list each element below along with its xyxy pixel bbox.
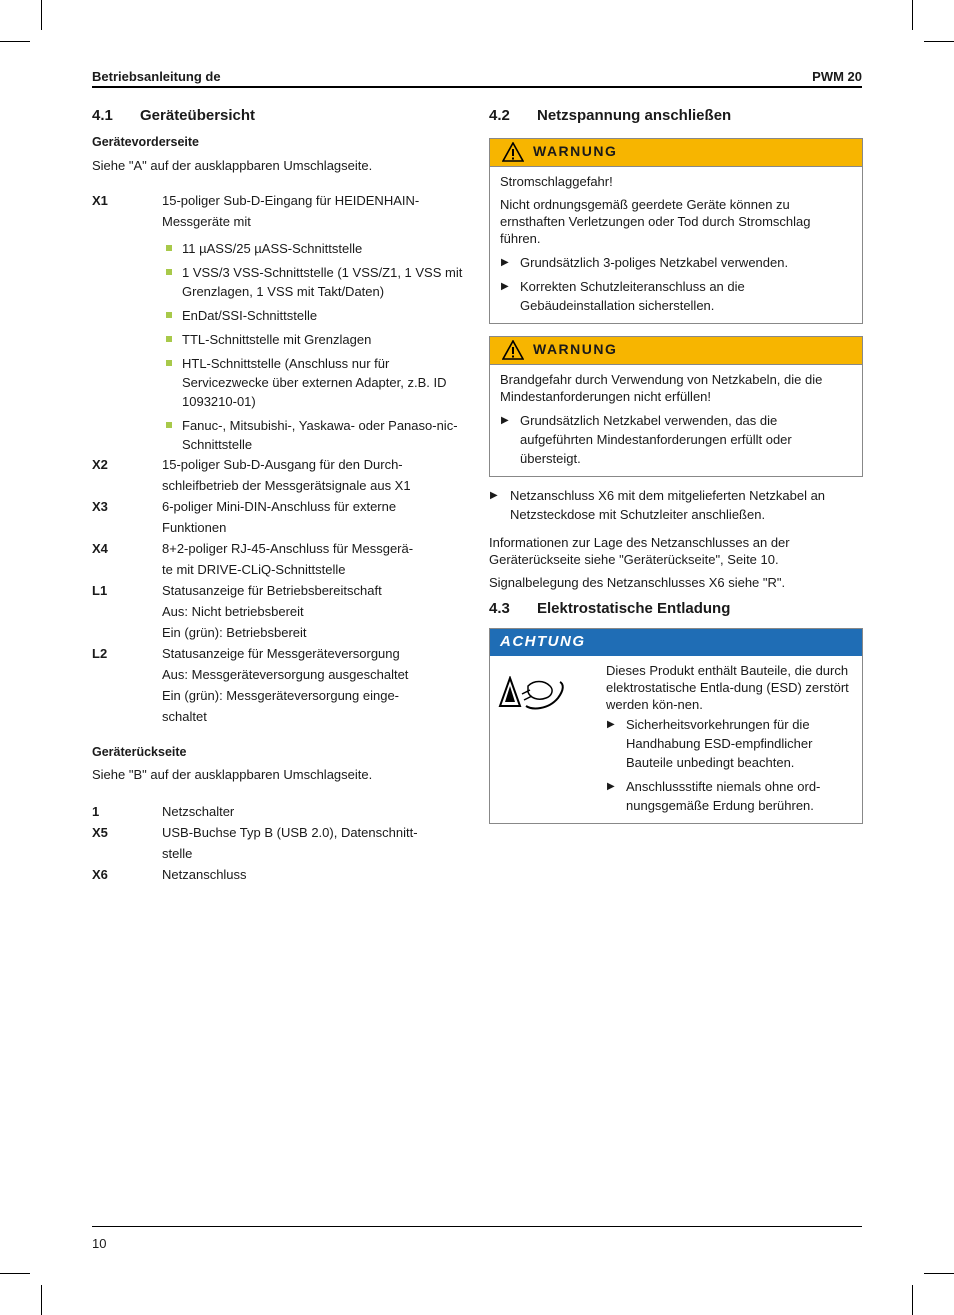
crop-mark bbox=[912, 1285, 913, 1315]
def-line: 8+2-poliger RJ-45-Anschluss für Messgerä- bbox=[162, 541, 414, 556]
arrow-bullet-icon: ▶ bbox=[501, 257, 509, 268]
def-line: stelle bbox=[162, 846, 193, 861]
arrow-bullet-icon: ▶ bbox=[490, 490, 498, 501]
list-item bbox=[162, 416, 470, 454]
def-line: Aus: Messgeräteversorgung ausgeschaltet bbox=[162, 667, 409, 682]
def-term: X2 bbox=[92, 457, 108, 472]
def-row-x1 bbox=[92, 190, 470, 454]
def-line: Statusanzeige für Betriebsbereitschaft bbox=[162, 583, 382, 598]
page-number: 10 bbox=[92, 1236, 107, 1251]
def-term: X6 bbox=[92, 867, 108, 882]
list-item bbox=[500, 411, 852, 468]
crop-mark bbox=[41, 0, 42, 30]
section-number: 4.3 bbox=[489, 600, 510, 617]
right-column bbox=[489, 106, 863, 824]
section-number: 4.2 bbox=[489, 107, 510, 124]
front-connectors bbox=[92, 190, 470, 727]
warning-text: Nicht ordnungsgemäß geerdete Geräte können zu ernsthaften Verletzungen oder Tod durch Stromschlag führen. bbox=[500, 197, 811, 246]
def-line: Funktionen bbox=[162, 520, 227, 535]
running-header-title: Betriebsanleitung de bbox=[92, 69, 221, 84]
square-bullet-icon bbox=[166, 336, 172, 342]
left-column bbox=[92, 106, 470, 885]
list-item-text: EnDat/SSI-Schnittstelle bbox=[182, 308, 318, 323]
def-row bbox=[92, 538, 470, 580]
def-term: 1 bbox=[92, 804, 100, 819]
info-text: Informationen zur Lage des Netzanschlusses an der Geräterückseite siehe "Geräterückseite", Seite 10. bbox=[489, 535, 790, 567]
back-intro: Siehe "B" auf der ausklappbaren Umschlagseite. bbox=[92, 767, 373, 782]
list-item bbox=[162, 354, 470, 411]
square-bullet-icon bbox=[166, 245, 172, 251]
def-line: schaltet bbox=[162, 709, 207, 724]
def-term: L1 bbox=[92, 583, 108, 598]
def-line: 6-poliger Mini-DIN-Anschluss für externe bbox=[162, 499, 397, 514]
back-heading: Geräterückseite bbox=[92, 745, 187, 759]
warning-actions bbox=[500, 411, 852, 468]
front-intro: Siehe "A" auf der ausklappbaren Umschlagseite. bbox=[92, 158, 373, 173]
step-list bbox=[489, 486, 863, 524]
list-item-text: 1 VSS/3 VSS-Schnittstelle (1 VSS/Z1, 1 VSS mit Grenzlagen, 1 VSS mit Takt/Daten) bbox=[182, 265, 463, 299]
notice-actions bbox=[606, 715, 856, 815]
warning-actions bbox=[500, 253, 852, 315]
notice-bar bbox=[490, 629, 862, 656]
warning-triangle-icon bbox=[502, 340, 524, 363]
notice-text: Dieses Produkt enthält Bauteile, die durch elektrostatische Entla-dung (ESD) zerstört werden kön-nen. bbox=[606, 663, 849, 712]
crop-mark bbox=[0, 1273, 30, 1274]
list-item bbox=[489, 486, 863, 524]
list-item-text: Anschlussstifte niemals ohne ord-nungsgemäße Erdung berühren. bbox=[626, 779, 821, 813]
front-heading: Gerätevorderseite bbox=[92, 135, 200, 149]
list-item-text: 11 µASS/25 µASS-Schnittstelle bbox=[182, 241, 363, 256]
def-line: 15-poliger Sub-D-Eingang für HEIDENHAIN- bbox=[162, 193, 420, 208]
section-title: Elektrostatische Entladung bbox=[537, 600, 731, 617]
def-row bbox=[92, 454, 470, 496]
list-item bbox=[162, 330, 470, 349]
list-item-text: Grundsätzlich 3-poliges Netzkabel verwenden. bbox=[520, 255, 789, 270]
def-row bbox=[92, 801, 470, 822]
list-item-text: TTL-Schnittstelle mit Grenzlagen bbox=[182, 332, 372, 347]
list-item-text: Grundsätzlich Netzkabel verwenden, das die aufgeführten Mindestanforderungen erfüllt oder übersteigt. bbox=[520, 413, 792, 466]
section-title: Geräteübersicht bbox=[140, 107, 256, 124]
back-connectors bbox=[92, 801, 470, 885]
interface-list bbox=[162, 239, 470, 454]
list-item bbox=[162, 263, 470, 301]
arrow-bullet-icon: ▶ bbox=[607, 781, 615, 792]
def-line: schleifbetrieb der Messgerätsignale aus X1 bbox=[162, 478, 411, 493]
def-line: USB-Buchse Typ B (USB 2.0), Datenschnitt- bbox=[162, 825, 418, 840]
def-term: X5 bbox=[92, 825, 108, 840]
list-item-text: Fanuc-, Mitsubishi-, Yaskawa- oder Panaso-nic-Schnittstelle bbox=[182, 418, 458, 452]
def-term: X4 bbox=[92, 541, 108, 556]
def-term: X1 bbox=[92, 193, 108, 208]
list-item-text: Sicherheitsvorkehrungen für die Handhabung ESD-empfindlicher Bauteile unbedingt beachten. bbox=[626, 717, 813, 770]
list-item-text: HTL-Schnittstelle (Anschluss nur für Servicezwecke über externen Adapter, z.B. ID 1093210-01) bbox=[182, 356, 447, 409]
section-number: 4.1 bbox=[92, 107, 113, 124]
def-term: X3 bbox=[92, 499, 108, 514]
warning-text: Stromschlaggefahr! bbox=[500, 174, 613, 189]
running-header-product: PWM 20 bbox=[812, 69, 862, 84]
square-bullet-icon bbox=[166, 422, 172, 428]
crop-mark bbox=[924, 41, 954, 42]
footer-rule bbox=[92, 1226, 862, 1227]
esd-warning-icon bbox=[498, 662, 606, 815]
def-row bbox=[92, 496, 470, 538]
arrow-bullet-icon: ▶ bbox=[501, 415, 509, 426]
warning-bar bbox=[490, 139, 862, 167]
def-line: Aus: Nicht betriebsbereit bbox=[162, 604, 304, 619]
def-line: Ein (grün): Messgeräteversorgung einge- bbox=[162, 688, 400, 703]
def-row bbox=[92, 864, 470, 885]
def-line: Netzanschluss bbox=[162, 867, 247, 882]
info-text: Signalbelegung des Netzanschlusses X6 siehe "R". bbox=[489, 575, 786, 590]
def-term: L2 bbox=[92, 646, 108, 661]
section-title: Netzspannung anschließen bbox=[537, 107, 732, 124]
def-row bbox=[92, 643, 470, 727]
def-line: te mit DRIVE-CLiQ-Schnittstelle bbox=[162, 562, 346, 577]
square-bullet-icon bbox=[166, 360, 172, 366]
crop-mark bbox=[41, 1285, 42, 1315]
square-bullet-icon bbox=[166, 269, 172, 275]
list-item bbox=[606, 777, 856, 815]
crop-mark bbox=[0, 41, 30, 42]
warning-box-electric bbox=[489, 138, 863, 324]
arrow-bullet-icon: ▶ bbox=[607, 719, 615, 730]
section-heading-4-3 bbox=[489, 599, 863, 619]
list-item bbox=[606, 715, 856, 772]
list-item-text: Netzanschluss X6 mit dem mitgelieferten Netzkabel an Netzsteckdose mit Schutzleiter anschließen. bbox=[510, 488, 826, 522]
crop-mark bbox=[924, 1273, 954, 1274]
def-line: Netzschalter bbox=[162, 804, 235, 819]
list-item-text: Korrekten Schutzleiteranschluss an die Gebäudeinstallation sicherstellen. bbox=[520, 279, 745, 313]
header-rule bbox=[92, 86, 862, 88]
warning-bar bbox=[490, 337, 862, 365]
section-heading-4-1 bbox=[92, 106, 470, 126]
notice-label: ACHTUNG bbox=[500, 633, 586, 650]
square-bullet-icon bbox=[166, 312, 172, 318]
section-heading-4-2 bbox=[489, 106, 863, 126]
def-line: 15-poliger Sub-D-Ausgang für den Durch- bbox=[162, 457, 403, 472]
list-item bbox=[162, 306, 470, 325]
def-row bbox=[92, 822, 470, 864]
crop-mark bbox=[912, 0, 913, 30]
def-line: Ein (grün): Betriebsbereit bbox=[162, 625, 307, 640]
def-line: Messgeräte mit bbox=[162, 214, 251, 229]
notice-box-esd bbox=[489, 628, 863, 824]
list-item bbox=[500, 253, 852, 272]
list-item bbox=[500, 277, 852, 315]
warning-label: WARNUNG bbox=[533, 143, 618, 159]
arrow-bullet-icon: ▶ bbox=[501, 281, 509, 292]
warning-triangle-icon bbox=[502, 142, 524, 165]
def-line: Statusanzeige für Messgeräteversorgung bbox=[162, 646, 400, 661]
warning-box-fire bbox=[489, 336, 863, 477]
warning-text: Brandgefahr durch Verwendung von Netzkabeln, die die Mindestanforderungen nicht erfüllen! bbox=[500, 372, 823, 404]
def-row bbox=[92, 580, 470, 643]
list-item bbox=[162, 239, 470, 258]
warning-label: WARNUNG bbox=[533, 341, 618, 357]
